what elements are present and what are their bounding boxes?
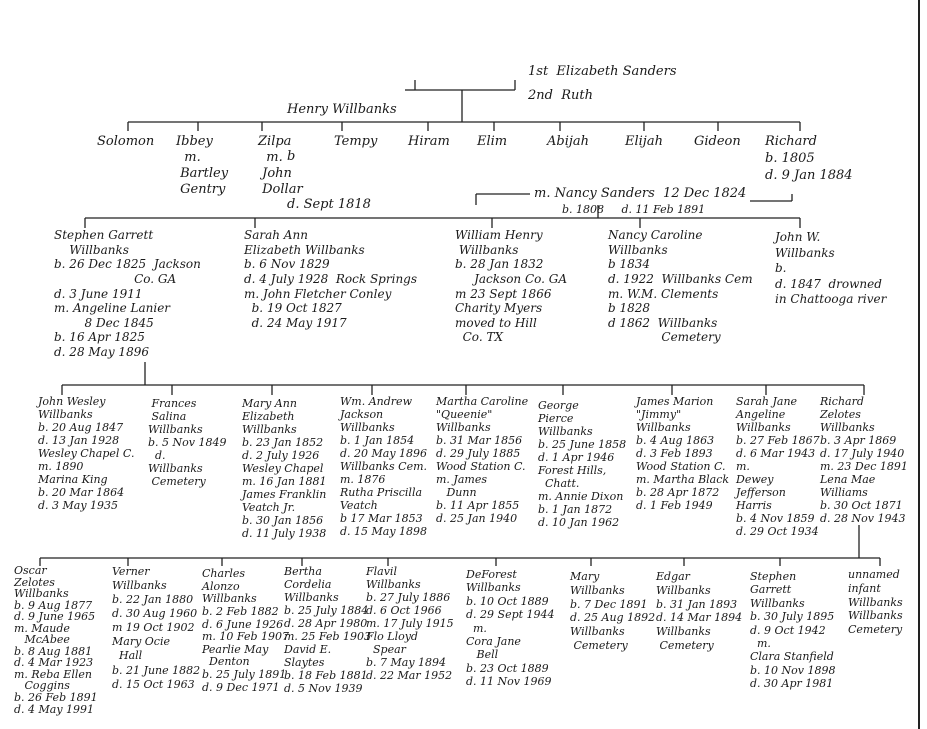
gen3-child: Wm. Andrew Jackson Willbanks b. 1 Jan 1854 d. 20 May 1896 Willbanks Cem. m. 1876 Rutha Priscilla Veatch b 17 Mar 1853 d. 15 May 1898 bbox=[340, 395, 428, 538]
gen4-child: Edgar Willbanks b. 31 Jan 1893 d. 14 Mar 1894 Willbanks Cemetery bbox=[656, 570, 743, 652]
patriarch-block bbox=[287, 70, 397, 244]
gen3-child: John Wesley Willbanks b. 20 Aug 1847 d. 13 Jan 1928 Wesley Chapel C. m. 1890 Marina King b. 20 Mar 1864 d. 3 May 1935 bbox=[38, 395, 135, 512]
page-edge-line bbox=[918, 0, 920, 729]
gen1-child: Elim bbox=[477, 134, 508, 149]
patriarch-born: b bbox=[287, 149, 296, 165]
gen4-child: Charles Alonzo Willbanks b. 2 Feb 1882 d. 6 June 1926 m. 10 Feb 1907 Pearlie May Denton b. 25 July 1891 d. 9 Dec 1971 bbox=[202, 567, 289, 694]
gen4-child: Stephen Garrett Willbanks b. 30 July 1895 d. 9 Oct 1942 m. Clara Stanfield b. 10 Nov 1898 d. 30 Apr 1981 bbox=[750, 570, 836, 691]
gen4-child: DeForest Willbanks b. 10 Oct 1889 d. 29 Sept 1944 m. Cora Jane Bell b. 23 Oct 1889 d. 11 Nov 1969 bbox=[466, 568, 555, 689]
gen1-child-richard: Richard b. 1805 d. 9 Jan 1884 bbox=[765, 134, 853, 183]
gen2-child: William Henry Willbanks b. 28 Jan 1832 Jackson Co. GA m 23 Sept 1866 Charity Myers moved to Hill Co. TX bbox=[455, 228, 568, 345]
gen1-child: Solomon bbox=[97, 134, 155, 149]
gen3-child: Mary Ann Elizabeth Willbanks b. 23 Jan 1852 d. 2 July 1926 Wesley Chapel m. 16 Jan 1881 James Franklin Veatch Jr. b. 30 Jan 1856 d. 11 July 1938 bbox=[242, 397, 327, 540]
gen3-child: James Marion "Jimmy" Willbanks b. 4 Aug 1863 d. 3 Feb 1893 Wood Station C. m. Martha Black b. 28 Apr 1872 d. 1 Feb 1949 bbox=[636, 395, 730, 512]
gen2-child: Sarah Ann Elizabeth Willbanks b. 6 Nov 1829 d. 4 July 1928 Rock Springs m. John Fletcher Conley b. 19 Oct 1827 d. 24 May 1917 bbox=[244, 228, 418, 330]
gen2-child: John W. Willbanks b. d. 1847 drowned in Chattooga river bbox=[775, 230, 887, 307]
gen2-child: Nancy Caroline Willbanks b 1834 d. 1922 Willbanks Cem m. W.M. Clements b 1828 d 1862 Willbanks Cemetery bbox=[608, 228, 753, 345]
gen3-child: Martha Caroline "Queenie" Willbanks b. 31 Mar 1856 d. 29 July 1885 Wood Station C. m. James Dunn b. 11 Apr 1855 d. 25 Jan 1940 bbox=[436, 395, 529, 525]
richard-spouse: m. Nancy Sanders 12 Dec 1824 bbox=[534, 186, 747, 201]
patriarch-wife-1: 1st Elizabeth Sanders bbox=[528, 64, 677, 79]
gen4-child: Oscar Zelotes Willbanks b. 9 Aug 1877 d. 9 June 1965 m. Maude McAbee b. 8 Aug 1881 d. 4 Mar 1923 m. Reba Ellen Coggins b. 26 Feb 1891 d. 4 May 1991 bbox=[14, 564, 98, 716]
gen1-child: Hiram bbox=[408, 134, 450, 149]
gen2-child: Stephen Garrett Willbanks b. 26 Dec 1825 Jackson Co. GA d. 3 June 1911 m. Angeline Lanier 8 Dec 1845 b. 16 Apr 1825 d. 28 May 1896 bbox=[54, 228, 201, 359]
gen4-child: Mary Willbanks b. 7 Dec 1891 d. 25 Aug 1892 Willbanks Cemetery bbox=[570, 570, 656, 652]
gen4-child: Flavil Willbanks b. 27 July 1886 d. 6 Oct 1966 m. 17 July 1915 Flo Lloyd Spear b. 7 May 1894 d. 22 Mar 1952 bbox=[366, 565, 454, 682]
gen3-child: George Pierce Willbanks b. 25 June 1858 d. 1 Apr 1946 Forest Hills, Chatt. m. Annie Dixon b. 1 Jan 1872 d. 10 Jan 1962 bbox=[538, 399, 627, 529]
gen1-child: Abijah bbox=[547, 134, 590, 149]
gen1-child: Elijah bbox=[625, 134, 663, 149]
gen1-child: Ibbey m. Bartley Gentry bbox=[176, 134, 229, 197]
gen1-child: Gideon bbox=[694, 134, 741, 149]
gen3-child: Sarah Jane Angeline Willbanks b. 27 Feb 1867 d. 6 Mar 1943 m. Dewey Jefferson Harris b. 4 Nov 1859 d. 29 Oct 1934 bbox=[736, 395, 820, 538]
gen3-child: Richard Zelotes Willbanks b. 3 Apr 1869 d. 17 July 1940 m. 23 Dec 1891 Lena Mae Williams b. 30 Oct 1871 d. 28 Nov 1943 bbox=[820, 395, 908, 525]
patriarch-died: d. Sept 1818 bbox=[287, 196, 371, 212]
patriarch-wife-2: 2nd Ruth bbox=[528, 88, 593, 103]
gen4-child: Bertha Cordelia Willbanks b. 25 July 1884 d. 28 Apr 1980 m. 25 Feb 1903 David E. Slaytes b. 18 Feb 1881 d. 5 Nov 1939 bbox=[284, 565, 371, 695]
gen4-child: unnamed infant Willbanks Willbanks Cemetery bbox=[848, 568, 903, 636]
gen1-child: Zilpa m. John Dollar bbox=[258, 134, 303, 197]
gen4-child: Verner Willbanks b. 22 Jan 1880 d. 30 Aug 1960 m 19 Oct 1902 Mary Ocie Hall b. 21 June 1882 d. 15 Oct 1963 bbox=[112, 565, 201, 691]
richard-spouse-dates: b. 1808 d. 11 Feb 1891 bbox=[562, 203, 706, 216]
patriarch-name: Henry Willbanks bbox=[287, 101, 397, 117]
gen3-child: Frances Salina Willbanks b. 5 Nov 1849 d. Willbanks Cemetery bbox=[148, 397, 227, 488]
gen1-child: Tempy bbox=[334, 134, 378, 149]
